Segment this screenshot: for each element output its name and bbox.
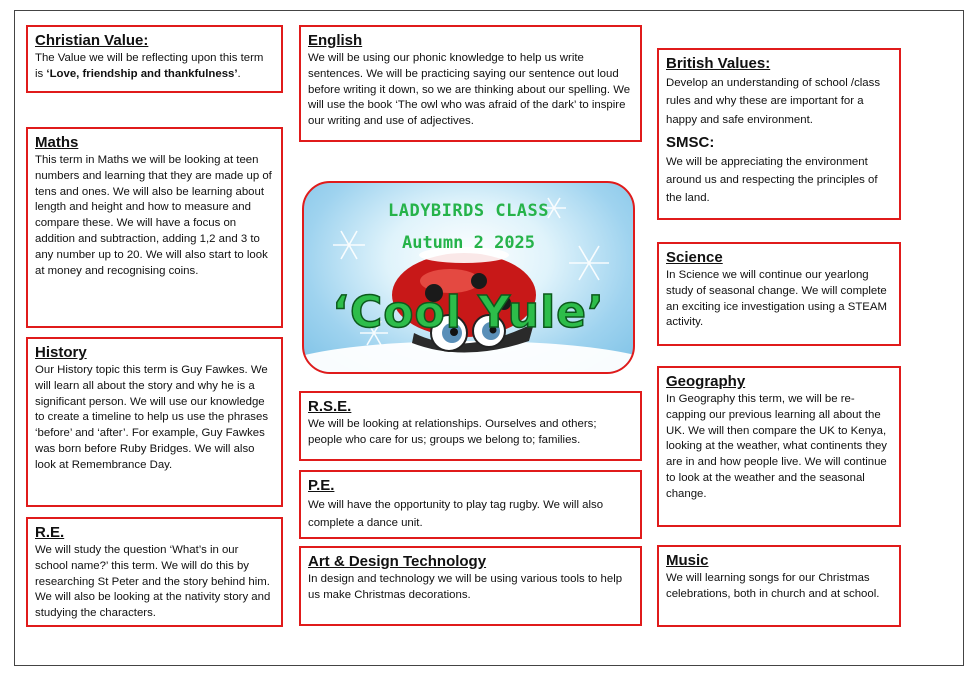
british-values-box — [657, 48, 901, 220]
geography-title: Geography — [666, 373, 746, 390]
english-title: English — [308, 32, 363, 49]
english-text: We will be using our phonic knowledge to help us write sentences. We will be practicing saying our sentence out loud before writing it down, so we are thinking about our spelling. We will use the book ‘The owl who was afraid of the dark’ to inspire our writing and use of adjectives. — [308, 52, 631, 128]
rse-title: R.S.E. — [308, 398, 352, 415]
science-box — [657, 242, 901, 346]
rse-box — [299, 391, 642, 461]
smsc-text: We will be appreciating the environment around us and respecting the principles of the land. — [666, 155, 878, 205]
class-banner — [302, 181, 635, 374]
history-box — [26, 337, 283, 507]
english-box — [299, 25, 642, 142]
smsc-title: SMSC: — [666, 133, 715, 151]
history-text: Our History topic this term is Guy Fawkes. We will learn all about the story and why he is a significant person. We will use our knowledge to create a timeline to help us use the phrases ‘before’ and ‘after’. For example, Guy Fawkes was born before Ruby Bridges. We will also look at Remembrance Day. — [35, 364, 269, 471]
science-title: Science — [666, 249, 723, 266]
theme-title: ‘Cool Yule’ — [332, 287, 605, 338]
art-dt-text: In design and technology we will be using various tools to help us make Christmas decorations. — [308, 573, 623, 601]
geography-text: In Geography this term, we will be re-capping our previous learning all about the UK. We will then compare the UK to Kenya, looking at the weather, what continents they are in and how people live. We will continue to look at the weather and the seasonal change. — [666, 393, 887, 500]
re-box — [26, 517, 283, 627]
british-values-text: Develop an understanding of school /class rules and why these are important for a happy and safe environment. — [666, 77, 881, 126]
christian-value-box — [26, 25, 283, 93]
pe-text: We will have the opportunity to play tag rugby. We will also complete a dance unit. — [308, 499, 604, 530]
music-text: We will learning songs for our Christmas celebrations, both in church and at school. — [666, 572, 880, 600]
history-title: History — [35, 344, 87, 361]
music-box — [657, 545, 901, 627]
christian-value-text: The Value we will be reflecting upon this term is ‘Love, friendship and thankfulness’. — [35, 52, 264, 80]
geography-box — [657, 366, 901, 527]
science-text: In Science we will continue our yearlong study of seasonal change. We will complete an exciting ice investigation using a STEAM activity. — [666, 269, 887, 329]
christian-value-title: Christian Value: — [35, 32, 149, 49]
music-title: Music — [666, 552, 709, 569]
pe-title: P.E. — [308, 477, 335, 494]
british-values-title: British Values: — [666, 55, 771, 72]
maths-title: Maths — [35, 134, 79, 151]
maths-box — [26, 127, 283, 328]
re-text: We will study the question ‘What’s in our school name?’ this term. We will do this by researching St Peter and the story behind him. We will also be looking at the nativity story and studying the characters. — [35, 544, 271, 620]
pe-box — [299, 470, 642, 539]
maths-text: This term in Maths we will be looking at teen numbers and learning that they are made up of tens and ones. We will also be learning about length and height and how to measure and compare these. We will have a focus on addition and subtraction, adding 1,2 and 3 to any number up to 20. We will also start to look at money and recognising coins. — [35, 154, 272, 277]
art-dt-title: Art & Design Technology — [308, 553, 487, 570]
christian-value-name: ‘Love, friendship and thankfulness’ — [46, 67, 238, 80]
art-dt-box — [299, 546, 642, 626]
rse-text: We will be looking at relationships. Ourselves and others; people who care for us; groups we belong to; families. — [308, 418, 597, 446]
term-label: Autumn 2 2025 — [401, 233, 536, 253]
class-name: LADYBIRDS CLASS — [387, 201, 550, 221]
re-title: R.E. — [35, 524, 65, 541]
